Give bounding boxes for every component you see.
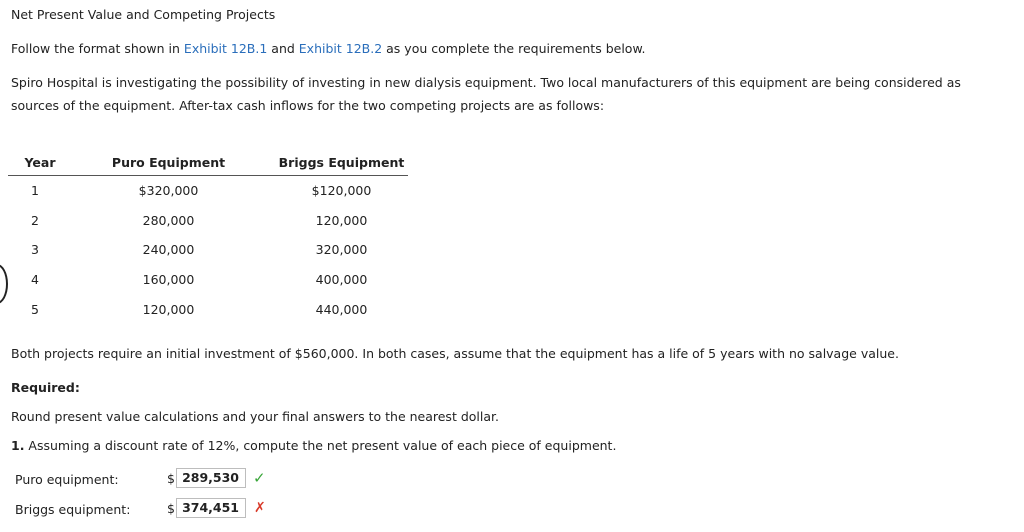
exhibit-12b1-link[interactable]: Exhibit 12B.1 (183, 41, 268, 56)
briggs-answer-label: Briggs equipment: (15, 502, 131, 517)
header-year: Year (24, 155, 56, 170)
question-number: 1. (11, 438, 25, 453)
cash-inflows-table (8, 150, 408, 324)
cell-briggs: 120,000 (315, 212, 368, 228)
table-row (8, 206, 408, 236)
intro-paragraph: Spiro Hospital is investigating the possibility of investing in new dialysis equipment. Two local manufacturers of this equipment are being considered as sources of the equipment. After-tax cash inflows for the two competing projects are as follows: (11, 75, 961, 113)
instructions-and: and (267, 41, 299, 56)
rounding-note: Round present value calculations and your final answers to the nearest dollar. (11, 409, 499, 424)
cell-puro: 240,000 (142, 242, 195, 258)
cell-year: 3 (31, 242, 39, 258)
table-row (8, 265, 408, 295)
table-row (8, 176, 408, 206)
question-text: Assuming a discount rate of 12%, compute the net present value of each piece of equipment. (24, 438, 617, 453)
table-header-row (8, 150, 408, 176)
cell-puro: 160,000 (142, 272, 195, 288)
correct-check-icon: ✓ (253, 469, 266, 487)
puro-npv-input[interactable]: 289,530 (176, 468, 246, 488)
question-1 (11, 438, 616, 453)
cell-year: 5 (31, 301, 39, 317)
puro-currency: $ (167, 471, 175, 486)
exhibit-12b2-link[interactable]: Exhibit 12B.2 (298, 41, 383, 56)
incorrect-x-icon: ✗ (254, 500, 266, 516)
table-row (8, 294, 408, 324)
table-row (8, 235, 408, 265)
instructions-after: as you complete the requirements below. (382, 41, 646, 56)
investment-note: Both projects require an initial investment of $560,000. In both cases, assume that the equipment has a life of 5 years with no salvage value. (11, 346, 899, 361)
puro-answer-label: Puro equipment: (15, 472, 119, 487)
cell-briggs: 400,000 (315, 272, 368, 288)
cell-briggs: $120,000 (311, 183, 372, 199)
instructions-before: Follow the format shown in (11, 41, 184, 56)
cell-puro: 280,000 (142, 212, 195, 228)
header-briggs: Briggs Equipment (278, 155, 405, 170)
header-puro: Puro Equipment (111, 155, 226, 170)
briggs-npv-input[interactable]: 374,451 (176, 498, 246, 518)
page-title: Net Present Value and Competing Projects (11, 7, 276, 22)
cell-briggs: 320,000 (315, 242, 368, 258)
cell-puro: 120,000 (142, 301, 195, 317)
cell-puro: $320,000 (138, 183, 199, 199)
instructions-line (11, 41, 646, 56)
required-label: Required: (11, 380, 80, 395)
cell-year: 2 (31, 212, 39, 228)
cell-briggs: 440,000 (315, 301, 368, 317)
side-bracket-mark (0, 264, 8, 304)
cell-year: 1 (31, 183, 39, 199)
cell-year: 4 (31, 272, 39, 288)
briggs-currency: $ (167, 501, 175, 516)
